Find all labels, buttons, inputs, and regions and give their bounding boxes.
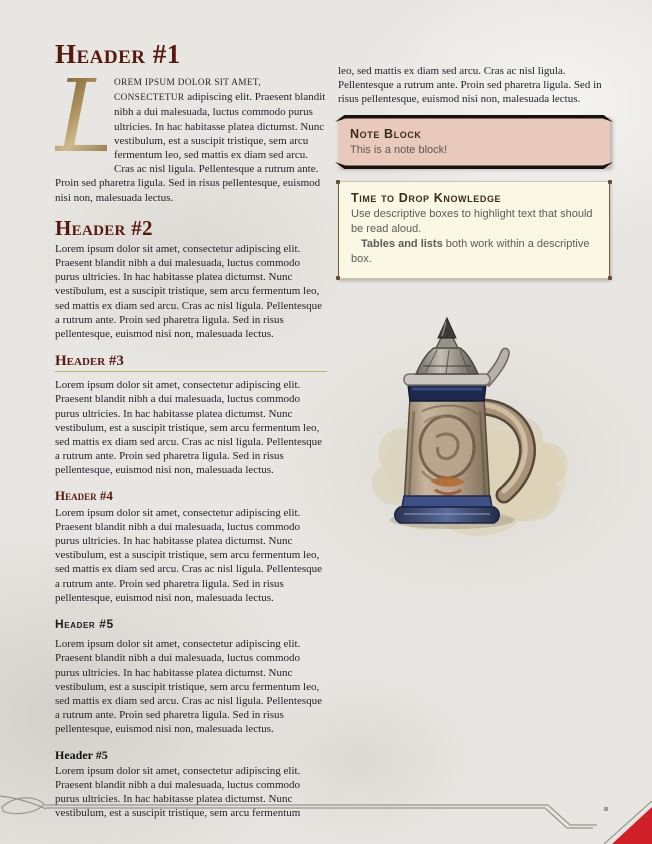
header-2: Header #2 (55, 215, 153, 240)
footer-ornament (0, 792, 652, 844)
paragraph: Lorem ipsum dolor sit amet, consectetur adipiscing elit. Praesent blandit nibh a dui malesuada, luctus commodo purus ultricies. In hac habitasse platea dictumst. Nunc vestibulum, est a suscipit tristique, sem arcu fermentum leo, sed mattis ex diam sed arcu. Cras ac nisl ligula. Pellentesque a rutrum ante. Proin sed pharetra ligula. Sed in risus pellentesque, euismod nisi non, malesuada lectus. (55, 242, 322, 341)
paragraph-text: adipiscing elit. Praesent blandit nibh a dui malesuada, luctus commodo purus ultricies. In hac habitasse platea dictumst. Nunc vestibulum, est a suscipit tristique, sem arcu fermentum leo, sed mattis ex diam sed arcu. Cras ac nisl ligula. Pellentesque a rutrum ante. Proin sed pharetra ligula. Sed in risus pellentesque, euismod nisi non, malesuada lectus. (55, 91, 326, 204)
beer-stein-illustration (352, 311, 600, 543)
corner-dot-icon (608, 276, 612, 280)
paragraph-continued: leo, sed mattis ex diam sed arcu. Cras ac nisl ligula. Pellentesque a rutrum ante. Proin sed pharetra ligula. Sed in risus pellentesque, euismod nisi non, malesuada lectus. (338, 65, 602, 106)
header-5: Header #5 (55, 617, 114, 632)
paragraph-dropcap (55, 57, 327, 205)
footer-square-dot (604, 807, 608, 811)
note-block (338, 117, 610, 167)
note-banner-bottom-edge (335, 162, 613, 170)
line2-rest: both work within a descriptive box. (351, 237, 590, 265)
paragraph: Lorem ipsum dolor sit amet, consectetur adipiscing elit. Praesent blandit nibh a dui malesuada, luctus commodo purus ultricies. In hac habitasse platea dictumst. Nunc vestibulum, est a suscipit tristique, sem arcu fermentum leo, sed mattis ex diam sed arcu. Cras ac nisl ligula. Pellentesque a rutrum ante. Proin sed pharetra ligula. Sed in risus pellentesque, euismod nisi non, malesuada lectus. (55, 638, 322, 736)
lead-small-caps: OREM IPSUM DOLOR SIT AMET, CONSECTETUR (114, 78, 261, 104)
header-6: Header #5 (55, 747, 108, 762)
descriptive-box-line2 (351, 237, 597, 267)
paragraph: Lorem ipsum dolor sit amet, consectetur adipiscing elit. Praesent blandit nibh a dui malesuada, luctus commodo purus ultricies. In hac habitasse platea dictumst. Nunc vestibulum, est a suscipit tristique, sem arcu fermentum leo, sed mattis ex diam sed arcu. Cras ac nisl ligula. Pellentesque a rutrum ante. Proin sed pharetra ligula. Sed in risus pellentesque, euismod nisi non, malesuada lectus. (55, 506, 322, 604)
header-4: Header #4 (55, 487, 113, 503)
note-banner-top-edge (335, 114, 613, 122)
note-block-title: Note Block (350, 126, 422, 141)
corner-dot-icon (608, 180, 612, 184)
paragraph-truncated: Lorem ipsum dolor sit amet, consectetur adipiscing elit. Praesent blandit nibh a dui malesuada, luctus commodo purus ultricies. In hac habitasse platea dictumst. Nunc vestibulum, est a suscipit tristique, sem arcu fermentum (55, 764, 301, 820)
stein-lid (416, 318, 478, 374)
corner-dot-icon (336, 180, 340, 184)
descriptive-box (338, 181, 610, 279)
stein-foot (395, 496, 500, 523)
stein-neck (404, 374, 490, 401)
right-column (338, 64, 610, 547)
stein-body (404, 397, 490, 507)
descriptive-box-line1: Use descriptive boxes to highlight text that should be read aloud. (351, 207, 593, 235)
header-1: Header #1 (55, 39, 181, 69)
drop-cap-letter: L (55, 57, 123, 176)
descriptive-box-title: Time to Drop Knowledge (351, 190, 502, 205)
corner-dot-icon (336, 276, 340, 280)
bold-lead: Tables and lists (361, 237, 443, 250)
paragraph: Lorem ipsum dolor sit amet, consectetur adipiscing elit. Praesent blandit nibh a dui malesuada, luctus commodo purus ultricies. In hac habitasse platea dictumst. Nunc vestibulum, est a suscipit tristique, sem arcu fermentum leo, sed mattis ex diam sed arcu. Cras ac nisl ligula. Pellentesque a rutrum ante. Proin sed pharetra ligula. Sed in risus pellentesque, euismod nisi non, malesuada lectus. (55, 379, 322, 477)
left-column (55, 40, 327, 822)
header-3: Header #3 (55, 353, 327, 372)
corner-red-triangle (612, 807, 652, 844)
note-block-body: This is a note block! (350, 143, 448, 156)
